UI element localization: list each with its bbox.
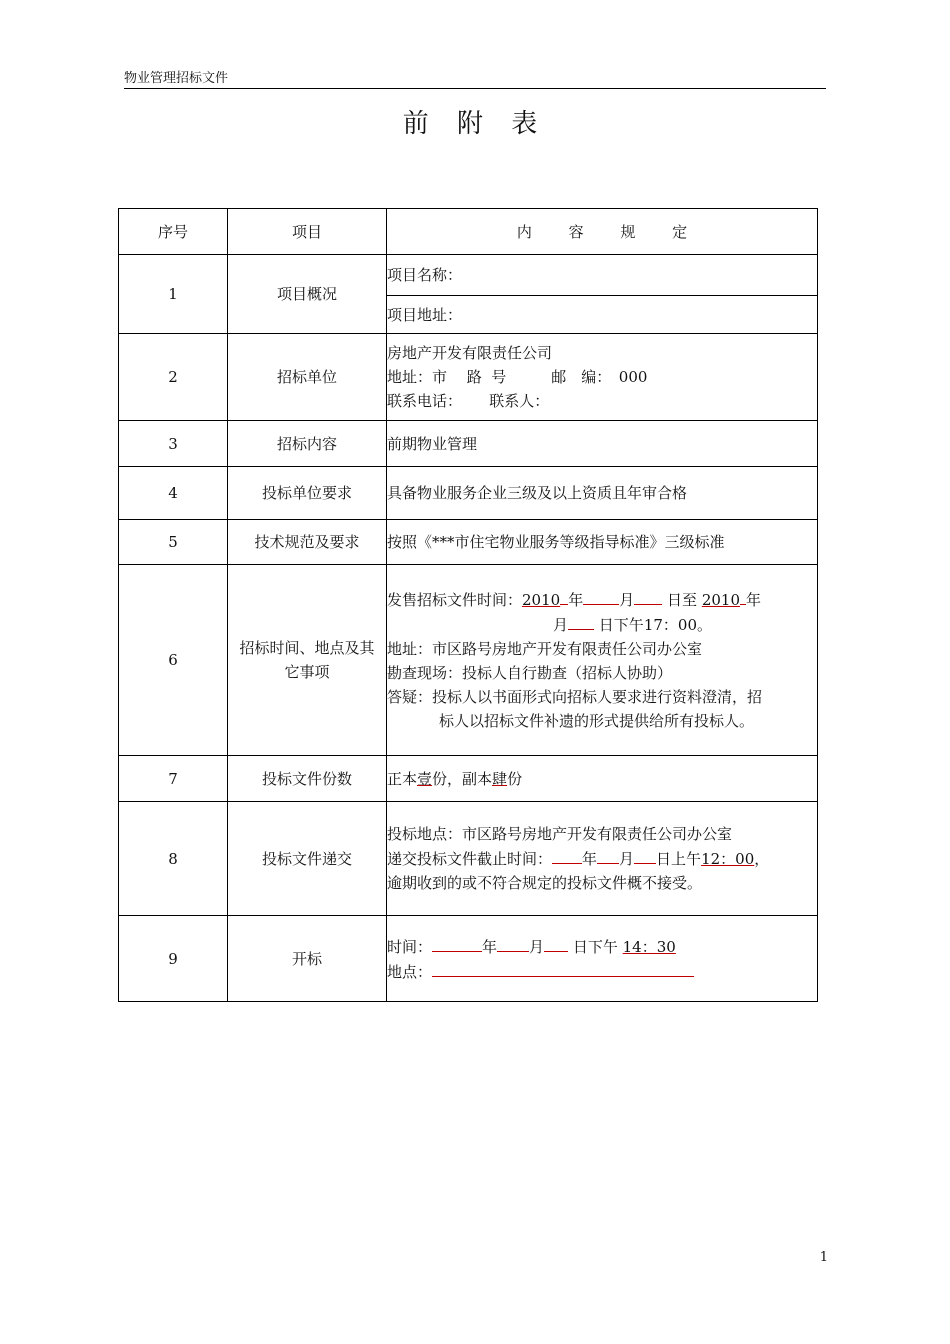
blank: [568, 612, 594, 630]
blank: [597, 846, 619, 864]
row-item: 开标: [228, 916, 387, 1002]
page-number: 1: [819, 1250, 828, 1265]
blank: [432, 934, 482, 952]
project-address-cell: 项目地址：: [387, 296, 818, 334]
row-item: 招标内容: [228, 421, 387, 467]
copy-count: 肆: [492, 769, 508, 788]
punct: ，: [754, 850, 770, 868]
row-seq: 2: [119, 334, 228, 421]
running-header: [124, 70, 826, 89]
year-suffix: 年: [746, 591, 762, 609]
table-row: [119, 421, 818, 467]
month-suffix: 月: [619, 591, 635, 609]
place-line: 投标地点：市区路号房地产开发有限责任公司办公室: [387, 825, 733, 843]
sale-time-line-2: [387, 612, 817, 637]
blank: [634, 587, 662, 605]
sale-time-label: 发售招标文件时间：: [387, 591, 523, 609]
row-seq: 6: [119, 565, 228, 756]
row-seq: 8: [119, 802, 228, 916]
row-seq: 5: [119, 520, 228, 565]
qa-line: 答疑：投标人以书面形式向招标人要求进行资料澄清，招: [387, 688, 763, 706]
table-row: [119, 467, 818, 520]
original-label: 正本: [387, 769, 418, 788]
table-row: [119, 334, 818, 421]
column-header-seq: 序号: [119, 209, 228, 255]
row-seq: 1: [119, 255, 228, 334]
start-year: 2010: [522, 591, 561, 609]
table-row: [119, 520, 818, 565]
table-row: [119, 802, 818, 916]
row-item: 招标单位: [228, 334, 387, 421]
content-line: 房地产开发有限责任公司: [387, 344, 553, 362]
table-header-row: [119, 209, 818, 255]
survey-line: 勘查现场：投标人自行勘查（招标人协助）: [387, 664, 673, 682]
original-count: 壹: [417, 769, 433, 788]
year-suffix: 年: [482, 937, 498, 956]
row-content: [387, 916, 818, 1002]
table-row: [119, 255, 818, 296]
end-year: 2010: [701, 591, 740, 609]
row-item-label: 招标时间、地点及其它事项: [239, 639, 375, 681]
blank: [583, 587, 619, 605]
front-schedule-table: [118, 208, 818, 1002]
qa-line-2: 标人以招标文件补遗的形式提供给所有投标人。: [439, 712, 755, 730]
blank: [432, 959, 694, 977]
project-name-cell: 项目名称：: [387, 255, 818, 296]
row-content: 具备物业服务企业三级及以上资质且年审合格: [387, 467, 818, 520]
opening-time-line: [387, 934, 817, 959]
sale-time-line: [387, 587, 817, 612]
content-line: 联系电话： 联系人：: [387, 392, 550, 410]
table-row: [119, 565, 818, 756]
year-suffix: 年: [582, 850, 598, 868]
row-item: [228, 565, 387, 756]
month-suffix: 月: [619, 850, 635, 868]
copy-suffix: 份: [507, 769, 523, 788]
row-content: 前期物业管理: [387, 421, 818, 467]
row-item: 投标文件份数: [228, 756, 387, 802]
blank: [634, 846, 656, 864]
opening-time: 14：30: [622, 937, 676, 956]
content-line: 地址：市 路 号 邮 编： 000: [387, 368, 648, 386]
copy-label: 份，副本: [432, 769, 493, 788]
row-content: [387, 565, 818, 756]
column-header-content: [387, 209, 818, 255]
row-item: 投标单位要求: [228, 467, 387, 520]
column-header-item: 项目: [228, 209, 387, 255]
table-row: [119, 916, 818, 1002]
row-seq: 7: [119, 756, 228, 802]
day-to-suffix: 日至: [667, 591, 698, 609]
deadline-time: 12：00: [701, 850, 755, 868]
row-seq: 9: [119, 916, 228, 1002]
blank: [560, 587, 568, 605]
table-row: [119, 756, 818, 802]
deadline-label: 递交投标文件截止时间：: [387, 850, 553, 868]
end-time: 17：00。: [643, 616, 712, 634]
page-title: 前 附 表: [402, 109, 548, 139]
note-line: 逾期收到的或不符合规定的投标文件概不接受。: [387, 874, 703, 892]
row-item: 技术规范及要求: [228, 520, 387, 565]
place-label: 地点：: [387, 962, 433, 981]
row-content: [387, 802, 818, 916]
address-line: 地址：市区路号房地产开发有限责任公司办公室: [387, 640, 703, 658]
row-seq: 3: [119, 421, 228, 467]
blank: [544, 934, 568, 952]
blank: [497, 934, 529, 952]
header-doc-title: 物业管理招标文件: [124, 71, 229, 86]
row-content: [387, 756, 818, 802]
day-am-suffix: 日上午: [656, 850, 702, 868]
day-pm-suffix: 日下午: [598, 616, 644, 634]
row-content: 按照《***市住宅物业服务等级指导标准》三级标准: [387, 520, 818, 565]
row-seq: 4: [119, 467, 228, 520]
month-suffix: 月: [553, 616, 569, 634]
blank: [552, 846, 582, 864]
deadline-line: [387, 846, 817, 871]
row-item: 项目概况: [228, 255, 387, 334]
time-label: 时间：: [387, 937, 433, 956]
year-suffix: 年: [568, 591, 584, 609]
row-content: [387, 334, 818, 421]
opening-place-line: [387, 959, 817, 984]
day-pm-suffix: 日下午: [572, 937, 618, 956]
column-header-content-label: 内 容 规 定: [516, 222, 704, 241]
month-suffix: 月: [529, 937, 545, 956]
row-item: 投标文件递交: [228, 802, 387, 916]
